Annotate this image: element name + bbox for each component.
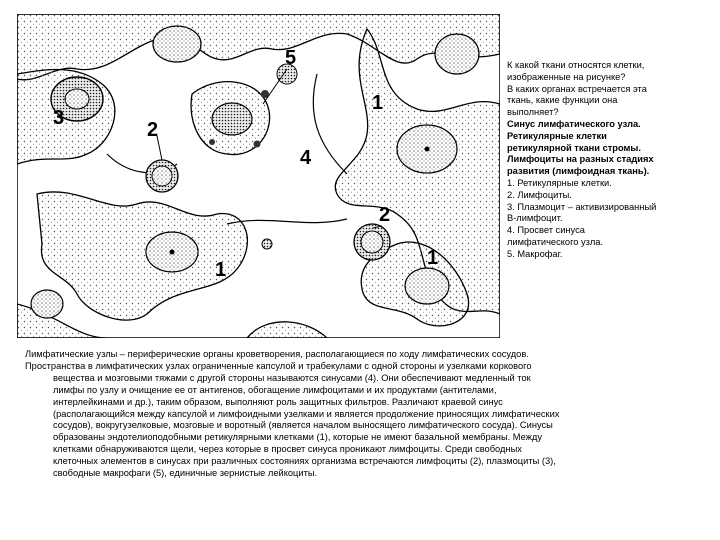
paragraph-line: клетками обнаруживаются щели, через которые в просвет синуса проникают лимфоциты. Среди свободных — [53, 444, 522, 455]
answer-line: Ретикулярные клетки — [507, 130, 607, 141]
answer-line: развития (лимфоидная ткань). — [507, 166, 650, 177]
paragraph-line: образованы эндотелиоподобными ретикулярными клетками (1), которые не имеют базальной мембраны. Между — [53, 432, 542, 443]
side-panel — [507, 60, 713, 261]
histology-figure — [17, 14, 500, 338]
body-text — [25, 349, 715, 480]
figure-label-lymphocyte: 2 — [147, 119, 159, 141]
figure-label-sinus-lumen: 4 — [300, 147, 312, 169]
paragraph-line: клеточных элементов в синусах при различных состояниях организма встречаются лимфоциты (2), плазмоциты (3), — [53, 456, 556, 467]
legend-item: В-лимфоцит. — [507, 213, 563, 224]
figure-label-reticular-cell-2: 1 — [215, 259, 227, 281]
legend-item: 4. Просвет синуса — [507, 225, 585, 236]
answer-line: ретикулярной ткани стромы. — [507, 142, 641, 153]
legend-item: 1. Ретикулярные клетки. — [507, 177, 612, 188]
figure-label-macrophage: 5 — [285, 47, 297, 69]
figure-label-plasmocyte: 3 — [53, 107, 65, 129]
legend-item: лимфатического узла. — [507, 236, 604, 247]
legend-item: 3. Плазмоцит – активизированный — [507, 201, 657, 212]
question-line: К какой ткани относятся клетки, — [507, 60, 645, 70]
paragraph-line: сосудов), вокругузелковые, мозговые и воротный (является началом выносящего лимфатического сосуда). Синусы — [53, 420, 553, 431]
answer-line: Лимфоциты на разных стадиях — [507, 154, 654, 165]
paragraph-line: вещества и мозговыми тяжами с другой стороны называются синусами (4). Они обеспечивают медленный ток — [53, 372, 531, 383]
legend-item: 2. Лимфоциты. — [507, 189, 572, 200]
figure-label-reticular-cell-3: 1 — [427, 247, 439, 269]
figure-label-lymphocyte-2: 2 — [379, 204, 391, 226]
question-line: изображенные на рисунке? — [507, 71, 626, 82]
answer-line: Синус лимфатического узла. — [507, 118, 641, 129]
question-line: ткань, какие функции она — [507, 95, 618, 106]
question-line: В каких органах встречается эта — [507, 83, 647, 94]
paragraph-1: Лимфатические узлы – периферические органы кроветворения, располагающиеся по ходу лимфатических сосудов. — [25, 349, 529, 359]
paragraph-line: (располагающийся между капсулой и лимфоидными узелками и является продолжение приносящих лимфатических — [53, 408, 560, 419]
paragraph-line: лимфы по узлу и очищение ее от антигенов, обогащение лимфоцитами и их продуктами (антителами, — [53, 384, 497, 395]
legend-item: 5. Макрофаг. — [507, 248, 563, 259]
paragraph-line: свободные макрофаги (5), единичные зернистые лейкоциты. — [53, 468, 318, 479]
paragraph-2-first-line: Пространства в лимфатических узлах ограниченные капсулой и трабекулами с одной стороны и узелками коркового — [25, 360, 532, 371]
figure-label-reticular-cell: 1 — [372, 92, 384, 114]
question-line: выполняет? — [507, 107, 559, 118]
paragraph-line: интерлейкинами и др.), таким образом, выполняют роль защитных фильтров. Различают краевой синус — [53, 396, 503, 407]
lymph-node-sinus-drawing — [17, 14, 500, 338]
